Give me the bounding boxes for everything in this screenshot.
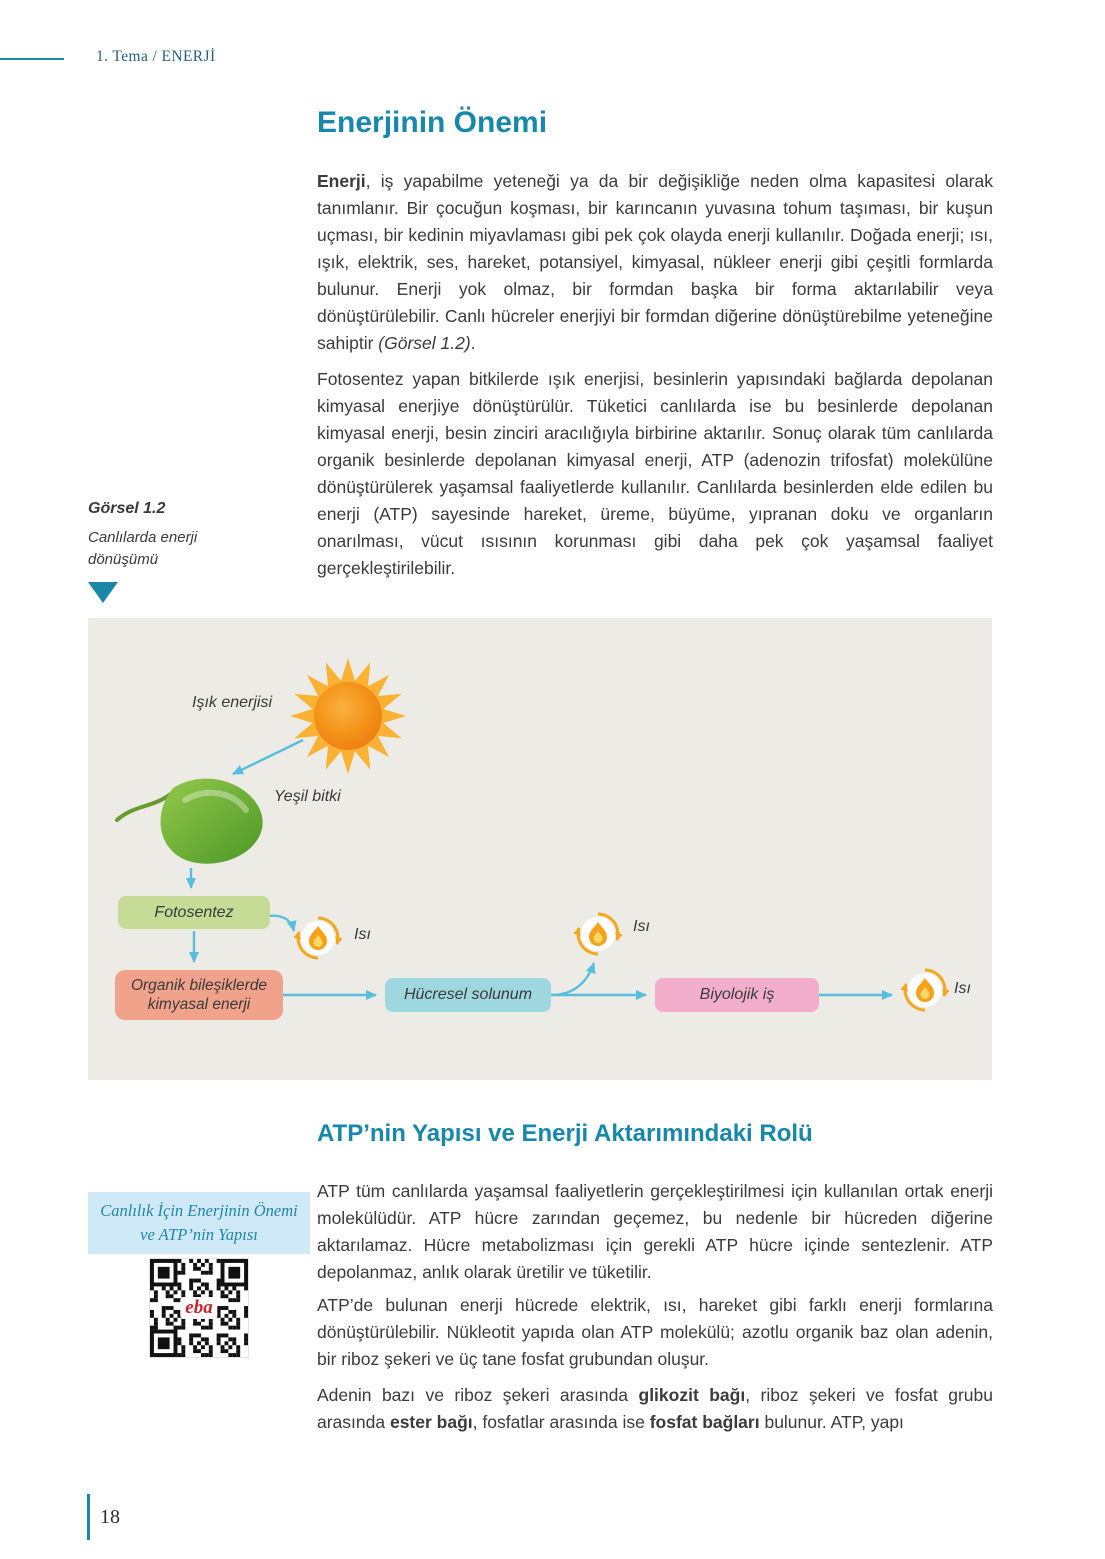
cellular-respiration-box: Hücresel solunum (385, 978, 551, 1012)
figure-pointer-triangle (88, 582, 118, 603)
page-number: 18 (100, 1506, 120, 1528)
heat-flame-icon (574, 910, 622, 958)
section-title-atp: ATP’nin Yapısı ve Enerji Aktarımındaki Rolü (317, 1120, 813, 1147)
figure-label: Görsel 1.2 (88, 500, 166, 517)
qr-code (149, 1258, 249, 1358)
header-rule (0, 58, 64, 60)
light-energy-label: Işık enerjisi (192, 694, 273, 711)
figure-diagram (88, 618, 992, 1080)
info-box: Canlılık İçin Enerjinin Önemi ve ATP’nin Yapısı (88, 1192, 310, 1254)
organic-compounds-box: Organik bileşiklerde kimyasal enerji (115, 970, 283, 1020)
breadcrumb: 1. Tema / ENERJİ (96, 48, 216, 65)
heat-label: Isı (954, 980, 971, 997)
paragraph-atp-common: ATP tüm canlılarda yaşamsal faaliyetlerin gerçekleştirilmesi için kullanılan ortak enerji molekülüdür. ATP hücre zarından geçemez, bu nedenle bir hücreden diğerine aktarılamaz. Hücre metabolizması için gerekli ATP hücre içinde sentezlenir. ATP depolanmaz, anlık olarak üretilir ve tüketilir. (317, 1181, 993, 1282)
heat-label: Isı (633, 918, 650, 935)
heat-flame-icon (294, 914, 342, 962)
leaf-icon (113, 758, 273, 870)
paragraph-atp-structure: ATP’de bulunan enerji hücrede elektrik, ısı, hareket gibi farklı enerji formlarına dönüştürülebilir. Nükleotit yapıda olan ATP molekülü; azotlu organik baz olan adenin, bir riboz şekeri ve üç tane fosfat grubundan oluşur. (317, 1295, 993, 1369)
eba-logo: eba (180, 1297, 217, 1319)
sun-icon (288, 656, 408, 776)
green-plant-label: Yeşil bitki (274, 788, 341, 805)
heat-label: Isı (354, 926, 371, 943)
paragraph-atp-bonds: Adenin bazı ve riboz şekeri arasında glikozit bağı, riboz şekeri ve fosfat grubu arasında ester bağı, fosfatlar arasında ise fosfat bağları bulunur. ATP, yapı (317, 1385, 994, 1432)
heat-flame-icon (901, 966, 949, 1014)
figure-caption: Canlılarda enerji dönüşümü (88, 529, 198, 568)
photosynthesis-box: Fotosentez (118, 896, 270, 929)
page-number-rule (87, 1494, 90, 1540)
paragraph-energy-flow: Fotosentez yapan bitkilerde ışık enerjisi, besinlerin yapısındaki bağlarda depolanan kimyasal enerjiye dönüştürülür. Tüketici canlılarda ise bu besinlerde depolanan kimyasal enerji, besin zinciri aracılığıyla birbirine aktarılır. Sonuç olarak tüm canlılarda organik besinlerde depolanan kimyasal enerji, ATP (adenozin trifosfat) molekülüne dönüştürülerek yaşamsal faaliyetlerde kullanılır. Canlılarda besinlerden elde edilen bu enerji (ATP) sayesinde hareket, üreme, büyüme, yıpranan doku ve organların onarılması, vücut ısısının korunması gibi daha pek çok yaşamsal faaliyet gerçekleştirilebilir. (317, 369, 993, 578)
section-title-energy: Enerjinin Önemi (317, 106, 548, 139)
biological-work-box: Biyolojik iş (655, 978, 819, 1012)
paragraph-energy-intro: Enerji, iş yapabilme yeteneği ya da bir değişikliğe neden olma kapasitesi olarak tanımlanır. Bir çocuğun koşması, bir karıncanın yuvasına tohum taşıması, bir kuşun uçması, bir kedinin miyavlaması gibi pek çok olayda enerji kullanılır. Doğada enerji; ısı, ışık, elektrik, ses, hareket, potansiyel, kimyasal, nükleer enerji gibi çeşitli formlarda bulunur. Enerji yok olmaz, bir formdan başka bir forma aktarılabilir veya dönüştürülebilir. Canlı hücreler enerjiyi bir formdan diğerine dönüştürebilme yeteneğine sahiptir (Görsel 1.2). (317, 171, 993, 353)
